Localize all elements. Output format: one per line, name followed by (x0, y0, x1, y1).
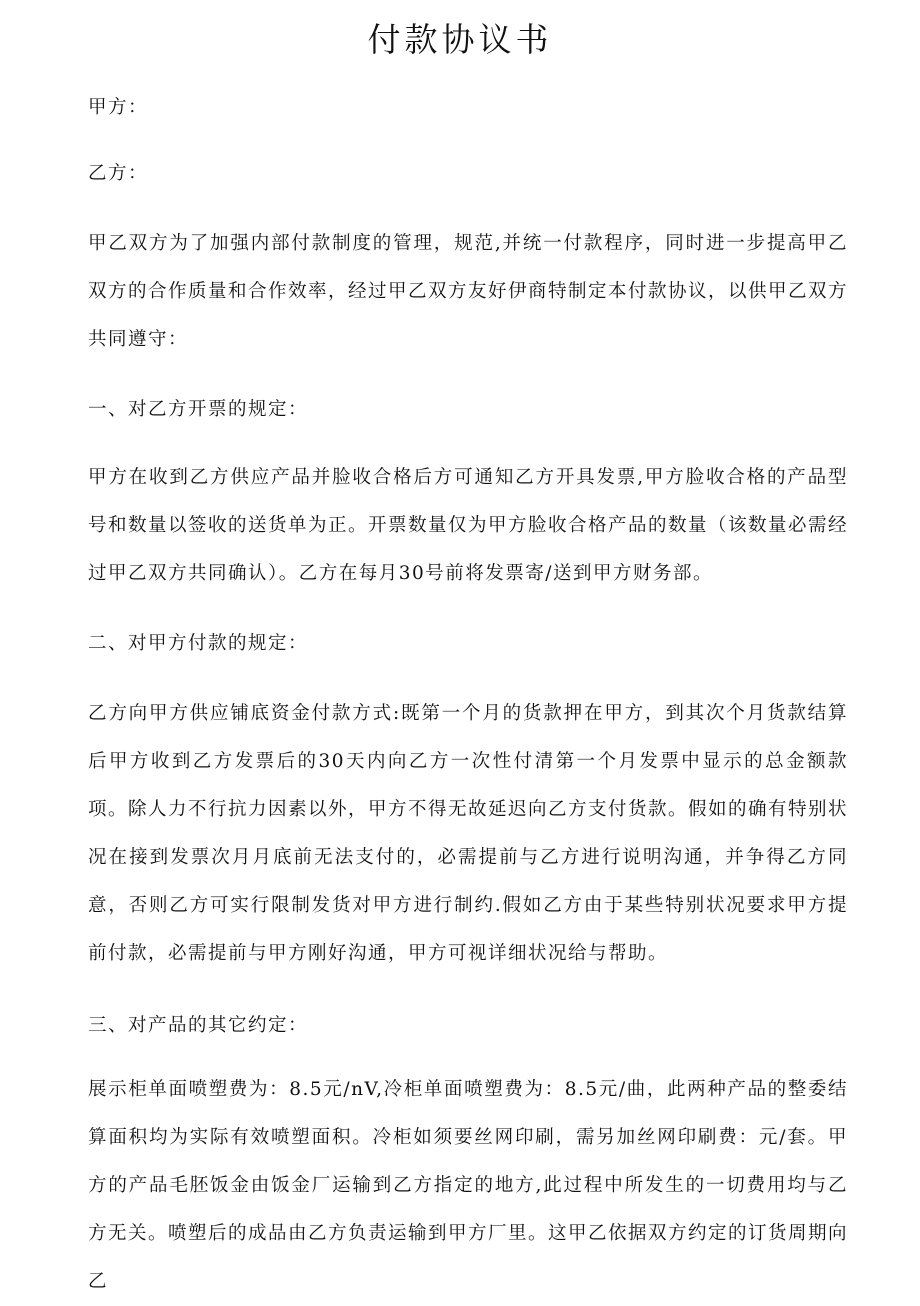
section-3-heading: 三、对产品的其它约定： (88, 1015, 309, 1036)
section-1-body: 甲方在收到乙方供应产品并脸收合格后方可通知乙方开具发票,甲方脸收合格的产品型号和数量以签收的送货单为正。开票数量仅为甲方脸收合格产品的数量（该数量必需经过甲乙双方共同确认）。乙方在每月30号前将发票寄/送到甲方财务部。 (88, 467, 849, 584)
section-1-heading: 一、对乙方开票的规定： (88, 399, 309, 420)
document-title: 付款协议书 (367, 20, 553, 59)
section-2-heading: 二、对甲方付款的规定： (88, 633, 309, 654)
intro-paragraph: 甲乙双方为了加强内部付款制度的管理，规范,并统一付款程序，同时进一步提高甲乙双方的合作质量和合作效率，经过甲乙双方友好伊商特制定本付款协议，以供甲乙双方共同遵守： (88, 233, 849, 350)
party-a-label: 甲方： (88, 97, 149, 118)
section-3-body: 展示柜单面喷塑费为：8.5元/nV,冷柜单面喷塑费为：8.5元/曲，此两种产品的整委结算面积均为实际有效喷塑面积。冷柜如须要丝网印刷，需另加丝网印刷费：元/套。甲方的产品毛胚饭金由饭金厂运输到乙方指定的地方,此过程中所发生的一切费用均与乙方无关。喷塑后的成品由乙方负责运输到甲方厂里。这甲乙依据双方约定的订货周期向乙 (88, 1079, 849, 1292)
party-b-label: 乙方： (88, 163, 149, 184)
section-2-body: 乙方向甲方供应铺底资金付款方式:既第一个月的货款押在甲方，到其次个月货款结算后甲方收到乙方发票后的30天内向乙方一次性付清第一个月发票中显示的总金额款项。除人力不行抗力因素以外，甲方不得无故延迟向乙方支付货款。假如的确有特别状况在接到发票次月月底前无法支付的，必需提前与乙方进行说明沟通，并争得乙方同意，否则乙方可实行限制发货对甲方进行制约.假如乙方由于某些特别状况要求甲方提前付款，必需提前与甲方刚好沟通，甲方可视详细状况给与帮助。 (88, 703, 849, 964)
